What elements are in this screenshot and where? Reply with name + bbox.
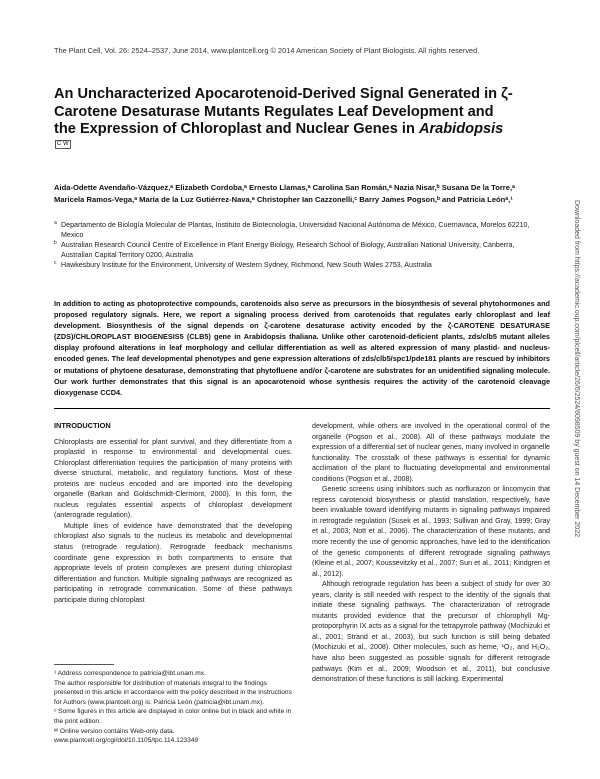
article-title-italic: Arabidopsis	[418, 121, 504, 137]
affiliation-a: a Departamento de Biología Molecular de Plantas, Instituto de Biotecnología, Universidad Nacional Autónoma de México, Cuernavaca, Morelos 62210, Mexico	[54, 220, 530, 239]
footnote-author-responsible: The author responsible for distribution of materials integral to the findings presented in this article in accordance with the policy described in the Instructions for Authors (www.plantcell.org) is: Patricia León (patricia@ibt.unam.mx).	[54, 679, 292, 706]
article-title	[54, 86, 514, 156]
left-paragraph-2: Multiple lines of evidence have demonstrated that the developing chloroplast also signals to the nucleus its metabolic and developmental status (retrograde regulation). Retrograde feedback mechanisms coordinate gene expression in both compartments to ensure that appropriate levels of protein complexes are present during chloroplast differentiation and function. Multiple signaling pathways are recognized as participating in retrograde communication. Some of these pathways participate during chloroplast	[54, 521, 292, 604]
color-web-badge-icon: C W	[57, 140, 69, 147]
footnote-color-figures: ᶜ Some figures in this article are displayed in color online but in black and white in the print edition.	[54, 708, 292, 725]
introduction-heading: INTRODUCTION	[54, 421, 111, 430]
affiliation-b: b Australian Research Council Centre of Excellence in Plant Energy Biology, Research School of Biology, Australian National University, Canberra, Australian Capital Territory 0200, Australia	[54, 240, 515, 259]
affiliation-c: c Hawkesbury Institute for the Environment, University of Western Sydney, Richmond, New South Wales 2753, Australia	[54, 260, 432, 269]
author-list: Aida-Odette Avendaño-Vázquez,ᵃ Elizabeth Cordoba,ᵃ Ernesto Llamas,ᵃ Carolina San Román,ᵃ Nazia Nisar,ᵇ Susana De la Torre,ᵃ Maricela Ramos-Vega,ᵃ María de la Luz Gutiérrez-Nava,ᵃ Christopher Ian Cazzonelli,ᶜ Barry James Pogson,ᵇ and Patricia Leónᵃ,¹	[54, 183, 515, 204]
section-divider	[54, 408, 550, 409]
right-paragraph-3: Although retrograde regulation has been a subject of study for over 30 years, clarity is still needed with respect to the identity of the signals that initiate these signaling pathways. The characterization of retrograde mutants provided evidence that the precursor of chlorophyll Mg-protoporphyrin IX acts as a signal for the tetrapyrrole pathway (Mochizuki et al., 2001; Strand et al., 2003), but such function is still being debated (Mochizuki et al., 2008). Other molecules, such as heme, ¹O₂, and H₂O₂, have also been suggested as possible signals for different retrograde pathways (Kim et al., 2009; Woodson et al., 2011), but conclusive demonstration of these functions is still lacking. Experimental	[312, 580, 550, 684]
left-column	[54, 421, 292, 605]
left-paragraph-1: Chloroplasts are essential for plant survival, and they differentiate from a proplastid in response to environmental and developmental cues. Chloroplast differentiation requires the participation of many proteins with diverse structural, metabolic, and regulatory functions. Most of these proteins are nucleus encoded and are imported into the developing organelle (Barkan and Goldschmidt-Clermont, 2000). In this form, the nucleus regulates essential aspects of chloroplast development (anterograde regulation).	[54, 437, 292, 520]
article-title-text: An Uncharacterized Apocarotenoid-Derived Signal Generated in ζ-Carotene Desaturase Mutants Regulates Leaf Development and the Expression of Chloroplast and Nuclear Genes in	[54, 86, 513, 137]
right-column	[312, 421, 550, 685]
footnote-rule	[54, 664, 114, 665]
footnote-doi-link[interactable]: www.plantcell.org/cgi/doi/10.1105/tpc.114.123349	[54, 737, 199, 745]
right-paragraph-2: Genetic screens using inhibitors such as norflurazon or lincomycin that repress carotenoid biosynthesis or plastid translation, respectively, have been invaluable toward identifying mutants in signaling pathways impaired in retrograde regulation (Susek et al., 1993; Sullivan and Gray, 1999; Gray et al., 2003; Nott et al., 2006). The characterization of these mutants, and more recently the use of genomic approaches, have led to the identification of the genetic components of different retrograde signaling pathways (Kleine et al., 2007; Koussevitzky et al., 2007; Sun et al., 2011; Kindgren et al., 2012).	[312, 485, 550, 578]
abstract: In addition to acting as photoprotective compounds, carotenoids also serve as precursors in the biosynthesis of several phytohormones and proposed regulatory signals. Here, we report a signaling process derived from carotenoids that regulates early chloroplast and leaf development. Biosynthesis of the signal depends on ζ-carotene desaturase activity encoded by the ζ-CAROTENE DESATURASE (ZDS)/CHLOROPLAST BIOGENESIS5 (CLB5) gene in Arabidopsis thaliana. Unlike other carotenoid-deficient plants, zds/clb5 mutant alleles display profound alterations in leaf morphology and cellular differentiation as well as altered expression of many plastid- and nucleus-encoded genes. The leaf developmental phenotypes and gene expression alterations of zds/clb5/spc1/pde181 plants are rescued by inhibitors or mutations of phytoene desaturase, demonstrating that phytofluene and/or ζ-carotene are substrates for an unidentified signaling molecule. Our work further demonstrates that this signal is an apocarotenoid whose synthesis requires the activity of the carotenoid cleavage dioxygenase CCD4.	[54, 299, 550, 397]
footnote-web-data: ᵂ Online version contains Web-only data.	[54, 727, 175, 735]
footnote-correspondence: ¹ Address correspondence to patricia@ibt.unam.mx.	[54, 670, 206, 677]
download-side-note-text: Downloaded from https://academic.oup.com/plcell/article/26/6/2524/6098509 by guest on 14 December 2022	[573, 200, 580, 537]
footnotes	[54, 664, 292, 746]
download-side-note	[566, 200, 582, 580]
journal-citation-line: The Plant Cell, Vol. 26: 2524–2537, June 2014, www.plantcell.org © 2014 American Society of Plant Biologists. All rights reserved.	[54, 46, 480, 55]
affiliations	[54, 220, 534, 270]
right-paragraph-1: development, while others are involved in the operational control of the organelle (Pogson et al., 2008). All of these pathways modulate the expression of a differential set of nuclear genes, many involved in organelle functionality. The crosstalk of these pathways is essential for dynamic acclimation of the plant to fluctuating developmental and environmental conditions (Pogson et al., 2008).	[312, 422, 550, 483]
